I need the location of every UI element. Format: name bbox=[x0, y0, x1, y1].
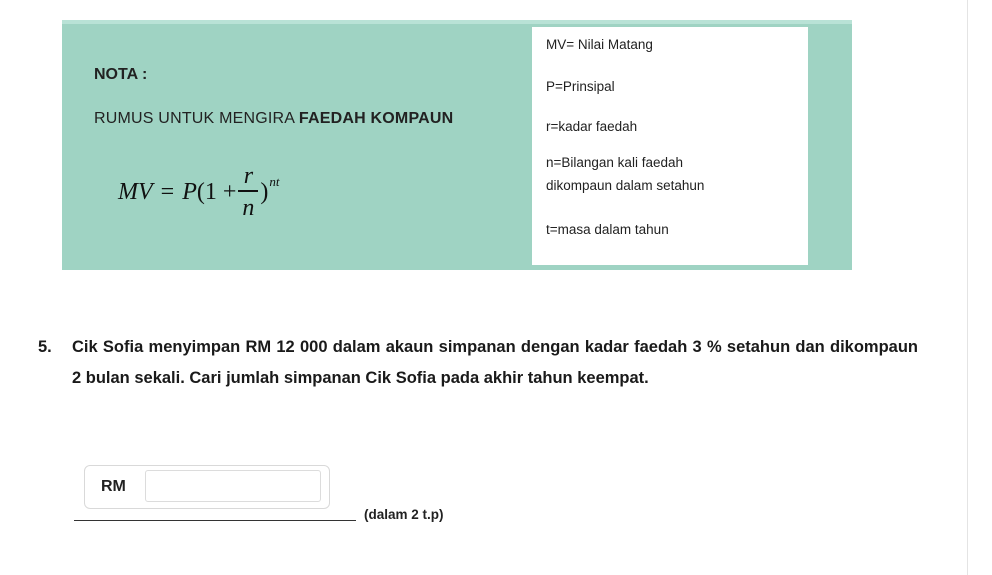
legend-t: t=masa dalam tahun bbox=[546, 222, 669, 237]
formula-heading-prefix: RUMUS UNTUK MENGIRA bbox=[94, 110, 299, 127]
formula-close: ) bbox=[260, 178, 269, 205]
legend-n-line2: dikompaun dalam setahun bbox=[546, 178, 705, 193]
compound-interest-formula bbox=[118, 152, 280, 232]
note-title: NOTA : bbox=[94, 66, 148, 83]
question-number: 5. bbox=[38, 338, 52, 356]
formula-mv: MV bbox=[118, 178, 153, 205]
answer-currency-label: RM bbox=[101, 478, 126, 495]
answer-input[interactable] bbox=[145, 470, 321, 502]
legend-r: r=kadar faedah bbox=[546, 119, 638, 134]
question-5 bbox=[38, 332, 918, 394]
formula-denominator: n bbox=[242, 194, 255, 221]
answer-underline bbox=[74, 520, 356, 521]
question-text: Cik Sofia menyimpan RM 12 000 dalam akaun simpanan dengan kadar faedah 3 % setahun dan dikompaun 2 bulan sekali. Cari jumlah simpanan Cik Sofia pada akhir tahun keempat. bbox=[72, 338, 918, 387]
legend-mv: MV= Nilai Matang bbox=[546, 37, 653, 52]
formula-open: (1 + bbox=[196, 178, 237, 205]
formula-exponent: nt bbox=[269, 174, 280, 189]
formula-equals: = bbox=[160, 178, 175, 205]
formula-heading-bold: FAEDAH KOMPAUN bbox=[298, 110, 454, 127]
formula-fraction bbox=[238, 164, 258, 220]
formula-heading bbox=[94, 110, 453, 128]
legend-n-line1: n=Bilangan kali faedah bbox=[546, 155, 683, 170]
formula-p: P bbox=[182, 178, 197, 205]
formula-numerator: r bbox=[243, 163, 254, 190]
page-right-border bbox=[967, 0, 968, 575]
legend-p: P=Prinsipal bbox=[546, 79, 615, 94]
variable-legend bbox=[532, 27, 808, 265]
answer-box bbox=[84, 465, 330, 509]
precision-note: (dalam 2 t.p) bbox=[364, 507, 444, 522]
